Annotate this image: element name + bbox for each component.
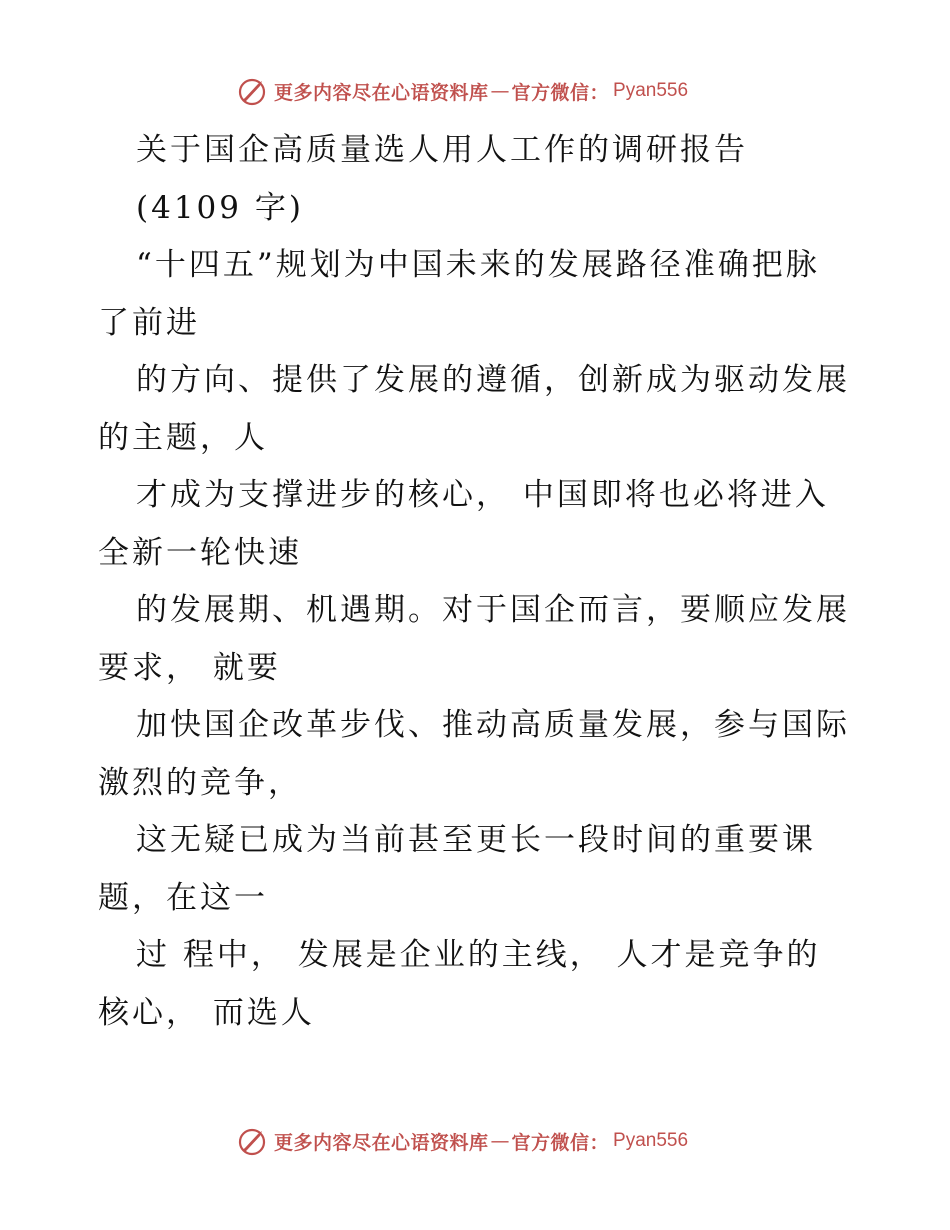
paragraph-line: 的方向、提供了发展的遵循，创新成为驱动发展 <box>136 362 850 398</box>
header-watermark <box>236 74 688 108</box>
paragraph-line: 的发展期、机遇期。对于国企而言，要顺应发展 <box>136 592 850 628</box>
paragraph-line: 要求， 就要 <box>98 649 281 686</box>
paragraph-line: 的主题，人 <box>98 419 268 456</box>
paragraph-line: 激烈的竞争， <box>98 764 302 801</box>
paragraph-line: 加快国企改革步伐、推动高质量发展，参与国际 <box>136 707 850 743</box>
paragraph-line: 全新一轮快速 <box>98 534 302 571</box>
paragraph-line: 这无疑已成为当前甚至更长一段时间的重要课 <box>136 822 816 858</box>
watermark-wechat-id: Pyan556 <box>613 80 689 101</box>
watermark-text: 更多内容尽在心语资料库 <box>274 1131 489 1154</box>
paragraph-line: 才成为支撑进步的核心， 中国即将也必将进入 <box>136 477 829 513</box>
document-body <box>98 122 878 1042</box>
watermark-text: 更多内容尽在心语资料库 <box>274 81 489 104</box>
watermark-separator: — <box>490 80 510 102</box>
paragraph-line: 核心， 而选人 <box>98 994 315 1031</box>
watermark-label: 官方微信： <box>511 81 610 104</box>
document-title: 关于国企高质量选人用人工作的调研报告 <box>136 132 748 168</box>
watermark-separator: — <box>490 1130 510 1152</box>
word-count: (4109 字) <box>136 189 304 226</box>
paragraph-line: 了前进 <box>98 304 200 341</box>
footer-watermark <box>236 1124 688 1158</box>
quill-pen-logo-icon <box>236 1125 268 1157</box>
paragraph-line: “十四五”规划为中国未来的发展路径准确把脉 <box>136 247 820 283</box>
watermark-label: 官方微信： <box>511 1131 610 1154</box>
watermark-wechat-id: Pyan556 <box>613 1130 689 1151</box>
paragraph-line: 题，在这一 <box>98 879 268 916</box>
quill-pen-logo-icon <box>236 75 268 107</box>
paragraph-line: 过 程中， 发展是企业的主线， 人才是竞争的 <box>136 937 821 973</box>
